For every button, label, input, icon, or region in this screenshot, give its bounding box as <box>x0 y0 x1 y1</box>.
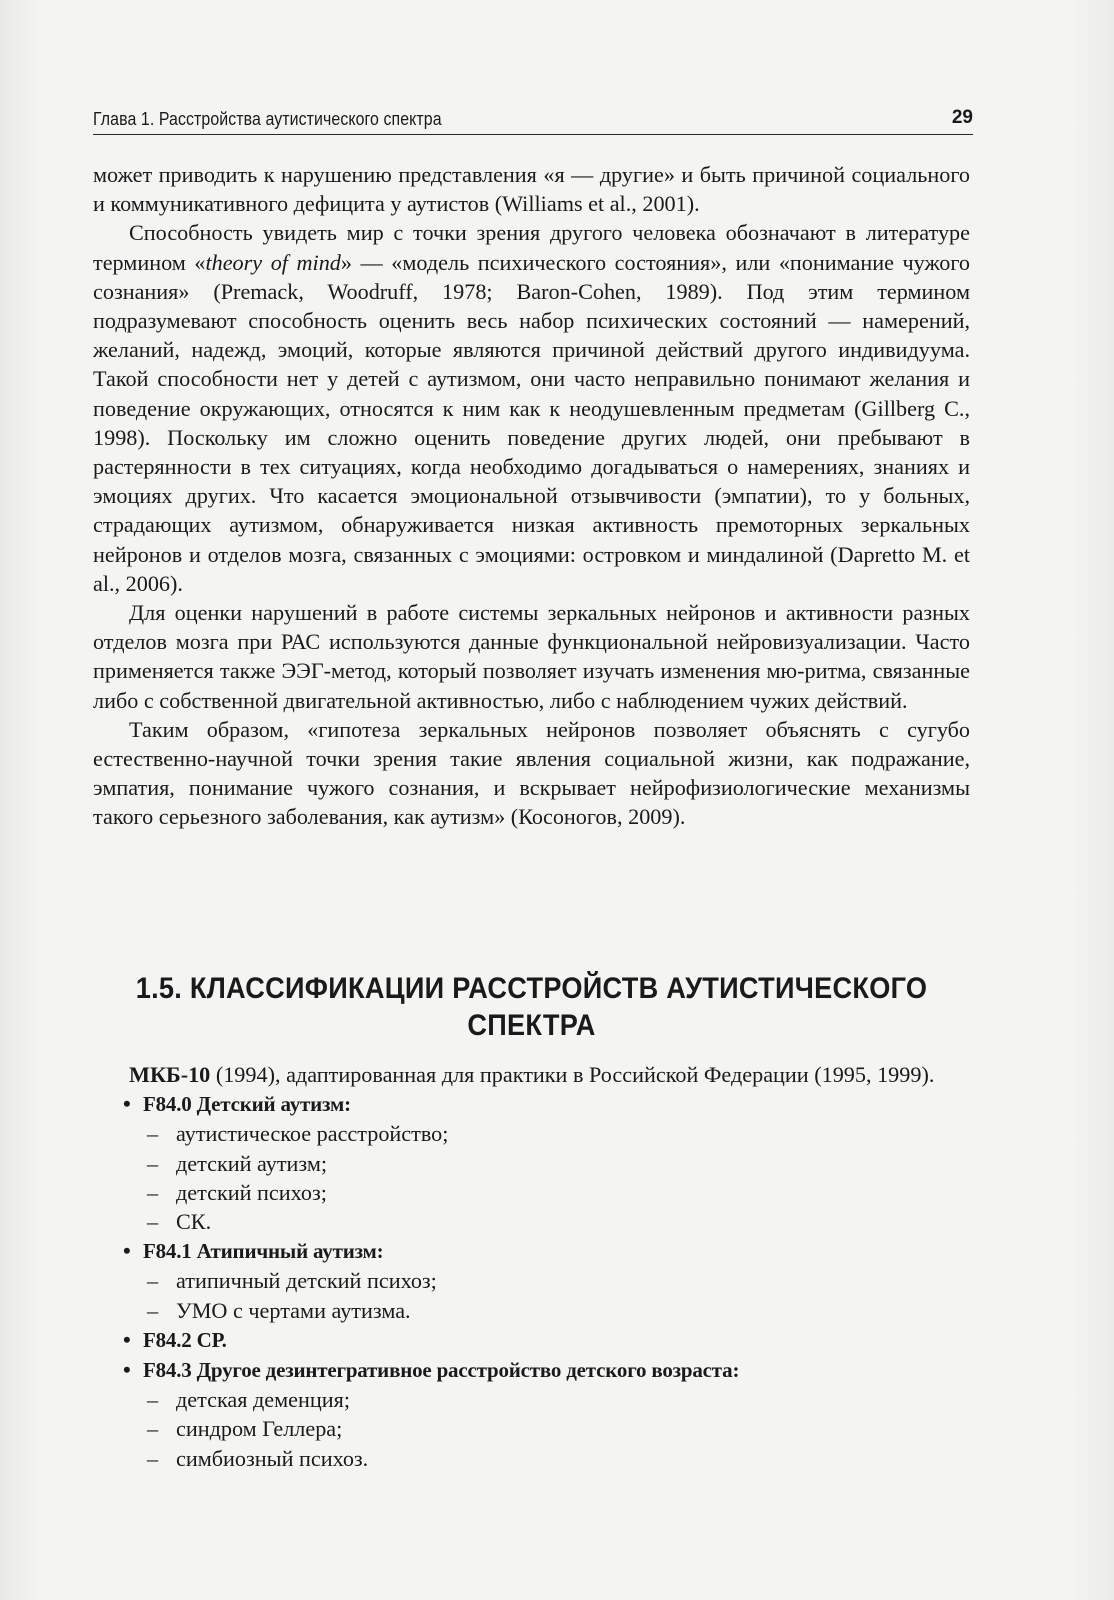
item-title: F84.3 Другое дезинтегративное расстройство детского возраста: <box>143 1358 740 1383</box>
theory-of-mind-term: theory of mind <box>205 249 341 275</box>
paragraph-1: может приводить к нарушению представления «я — другие» и быть причиной социального и коммуникативного дефицита у аутистов (Williams et al., 2001). <box>93 162 970 217</box>
sub-item <box>143 1296 970 1325</box>
sub-item <box>143 1178 970 1207</box>
icd10-intro-text: (1994), адаптированная для практики в Российской Федерации (1995, 1999). <box>210 1062 935 1087</box>
item-title: F84.1 Атипичный аутизм: <box>143 1239 384 1264</box>
section-heading <box>128 970 935 1044</box>
sub-item-text: УМО с чертами аутизма. <box>176 1297 411 1323</box>
sub-item-text: атипичный детский психоз; <box>176 1268 437 1294</box>
bullet-icon: • <box>123 1326 131 1352</box>
dash-icon: – <box>147 1150 159 1176</box>
dash-icon: – <box>147 1416 159 1442</box>
bullet-icon: • <box>123 1091 131 1117</box>
dash-icon: – <box>147 1268 159 1294</box>
body-text <box>93 160 970 832</box>
section-heading-line-2: СПЕКТРА <box>467 1009 596 1042</box>
sub-list <box>143 1385 970 1473</box>
sub-item <box>143 1149 970 1178</box>
list-item <box>93 1089 970 1236</box>
section-heading-line-1: 1.5. КЛАССИФИКАЦИИ РАССТРОЙСТВ АУТИСТИЧЕСКОГО <box>135 972 928 1005</box>
dash-icon: – <box>147 1121 159 1147</box>
sub-item-text: детский психоз; <box>176 1179 327 1205</box>
sub-item-text: детский аутизм; <box>176 1150 328 1176</box>
dash-icon: – <box>147 1387 159 1413</box>
sub-item-text: симбиозный психоз. <box>176 1445 369 1471</box>
classification-list <box>93 1089 970 1473</box>
chapter-title: Глава 1. Расстройства аутистического спектра <box>93 108 442 129</box>
paragraph-3: Для оценки нарушений в работе системы зеркальных нейронов и активности разных отделов мозга при РАС используются данные функциональной нейровизуализации. Часто применяется также ЭЭГ-метод, который позволяет изучать изменения мю-ритма, связанные либо с собственной двигательной активностью, либо с наблюдением чужих действий. <box>93 600 970 713</box>
sub-item-text: синдром Геллера; <box>176 1416 343 1442</box>
sub-item-text: аутистическое расстройство; <box>176 1121 449 1147</box>
list-item <box>93 1325 970 1355</box>
list-item <box>93 1355 970 1473</box>
dash-icon: – <box>147 1209 159 1235</box>
sub-item-text: детская деменция; <box>176 1387 351 1413</box>
dash-icon: – <box>147 1445 159 1471</box>
sub-item-text: СК. <box>176 1209 212 1235</box>
icd10-intro <box>93 1060 970 1089</box>
bullet-icon: • <box>123 1357 131 1383</box>
bullet-icon: • <box>123 1238 131 1264</box>
dash-icon: – <box>147 1179 159 1205</box>
running-header <box>93 104 973 135</box>
paragraph-4: Таким образом, «гипотеза зеркальных нейронов позволяет объяснять с сугубо естественно-научной точки зрения такие явления социальной жизни, как подражание, эмпатия, понимание чужого сознания, и вскрывает нейрофизиологические механизмы такого серьезного заболевания, как аутизм» (Коcоногов, 2009). <box>93 716 970 830</box>
paragraph-2 <box>93 218 970 598</box>
dash-icon: – <box>147 1297 159 1323</box>
page-number: 29 <box>951 107 973 128</box>
item-title: F84.2 СР. <box>143 1327 227 1352</box>
sub-item <box>143 1119 970 1148</box>
paragraph-2-start: Способность увидеть мир с точки зрения другого человека обозначают в литературе термином « <box>93 220 970 275</box>
icd10-code: МКБ-10 <box>129 1062 211 1087</box>
sub-list <box>143 1266 970 1324</box>
sub-item <box>143 1266 970 1295</box>
list-item <box>93 1236 970 1325</box>
sub-item <box>143 1207 970 1236</box>
sub-item <box>143 1414 970 1443</box>
sub-item <box>143 1385 970 1414</box>
item-title: F84.0 Детский аутизм: <box>143 1092 351 1117</box>
paragraph-2-rest: » — «модель психического состояния», или «понимание чужого сознания» (Premack, Woodruff, 1978; Baron-Cohen, 1989). Под этим термином подразумевают способность оценить весь набор психических состояний — намерений, желаний, надежд, эмоций, которые являются причиной действий другого индивидуума. Такой способности нет у детей с аутизмом, они часто неправильно понимают желания и поведение окружающих, относятся к ним как к неодушевленным предметам (Gillberg C., 1998). Поскольку им сложно оценить поведение других людей, они пребывают в растерянности в тех ситуациях, когда необходимо догадываться о намерениях, знаниях и эмоциях других. Что касается эмоциональной отзывчивости (эмпатии), то у больных, страдающих аутизмом, обнаруживается низкая активность премоторных зеркальных нейронов и отделов мозга, связанных с эмоциями: островком и миндалиной (Dapretto M. et al., 2006). <box>93 249 970 596</box>
classification-block <box>93 1060 970 1473</box>
sub-item <box>143 1444 970 1473</box>
sub-list <box>143 1119 970 1236</box>
